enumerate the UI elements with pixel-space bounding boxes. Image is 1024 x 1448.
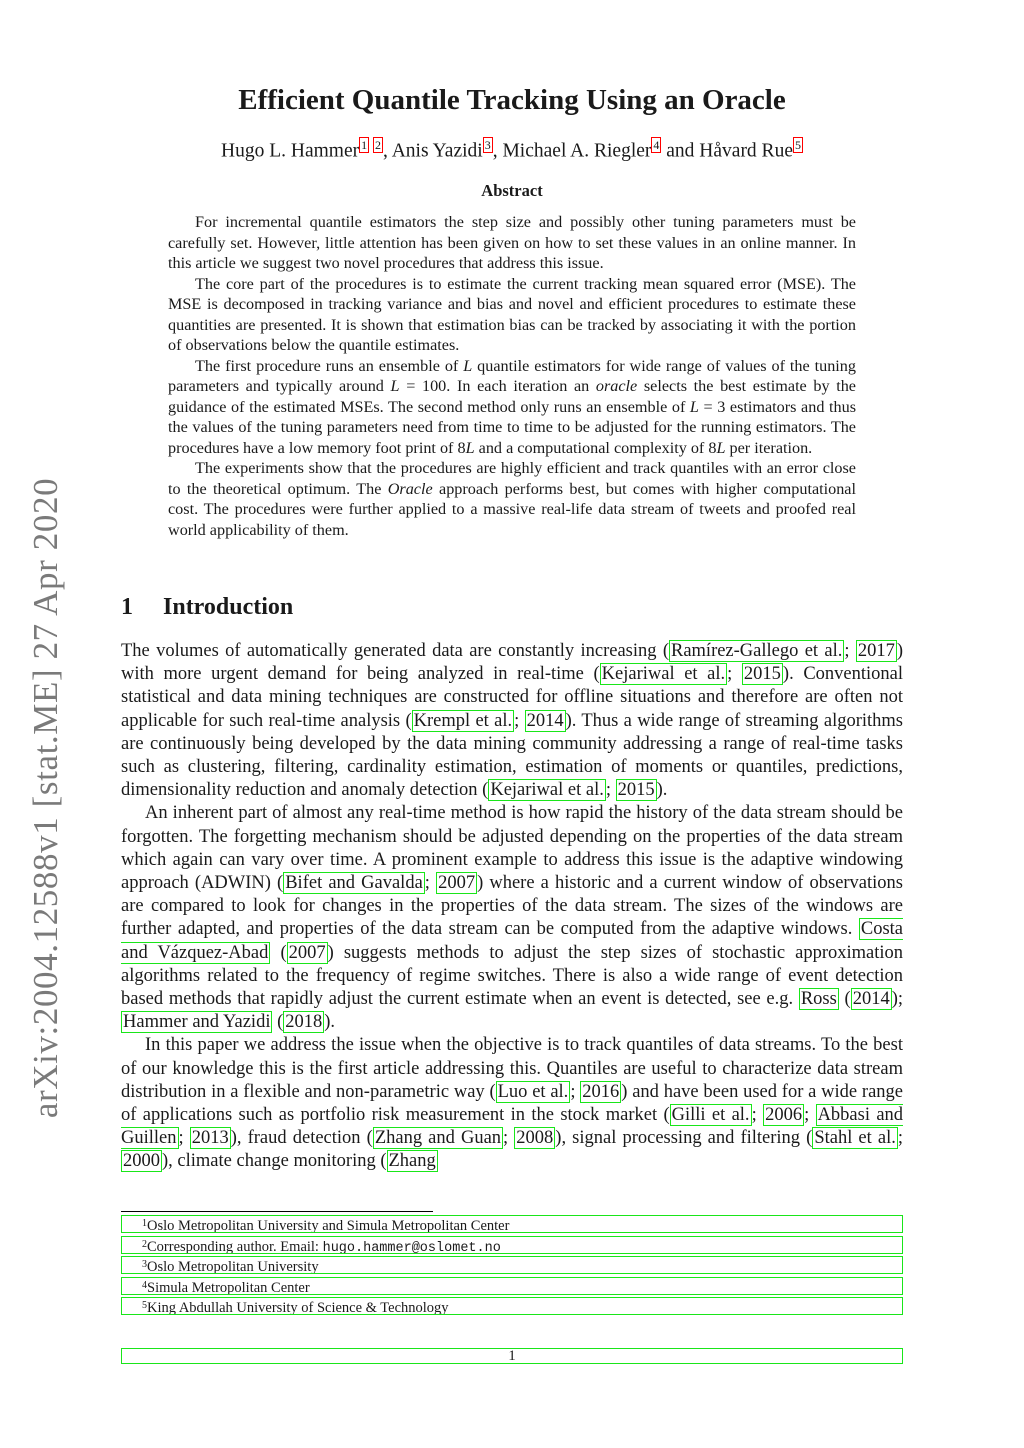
citation-year-link[interactable]: 2015 <box>617 780 655 801</box>
abstract-heading: Abstract <box>481 181 543 200</box>
footnote-ref-link[interactable]: 2 <box>375 138 381 152</box>
section-heading <box>121 594 293 621</box>
citation-year-link[interactable]: 2007 <box>288 942 326 963</box>
footnote-divider <box>121 1211 433 1212</box>
citation-link[interactable]: Kejariwal et al. <box>490 780 604 801</box>
citation-link[interactable]: Ramírez-Gallego et al. <box>670 641 843 661</box>
citation-year-link[interactable]: 2016 <box>582 1081 620 1102</box>
footnote-item[interactable]: $^5$King Abdullah University of Science & Technology <box>121 1297 903 1315</box>
footnote-ref-link[interactable]: 3 <box>484 138 491 152</box>
citation-link[interactable]: Hammer and Yazidi <box>123 1012 271 1033</box>
citation-year-link[interactable]: 2007 <box>438 873 476 894</box>
citation-link[interactable]: Abbasi and Guillen <box>121 1105 904 1149</box>
footnote-item[interactable]: $^2$Corresponding author. Email: hugo.hammer@oslomet.no <box>121 1236 903 1254</box>
citation-year-link[interactable]: 2014 <box>852 989 890 1010</box>
citation-link[interactable]: Stahl et al. <box>814 1128 896 1149</box>
body-paragraph: The volumes of automatically generated data are constantly increasing ( Ramírez-Gallego et al. ; 2017 ) with more urgent demand for being analyzed in real-time ( Kejariwal et al. ; 2015 ). Conventional statistical and data mining techniques are constructed for offline situations and therefore are often not applicable for such real-time analysis ( Krempl et al. ; 2014 ). Thus a wide range of streaming algorithms are continuously being developed by the data mining community addressing a range of real-time tasks such as clustering, filtering, cardinality estimation, estimation of moments or quantiles, predictions, dimensionality reduction and anomaly detection ( Kejariwal et al. ; 2015 ). <box>121 641 904 801</box>
citation-link[interactable]: Gilli et al. <box>671 1105 750 1126</box>
citation-year-link[interactable]: 2017 <box>857 641 895 661</box>
abstract-body <box>168 212 856 540</box>
citation-link[interactable]: Krempl et al. <box>413 710 513 731</box>
citation-year-link[interactable]: 2008 <box>516 1128 554 1149</box>
citation-link[interactable]: Ross <box>800 989 837 1010</box>
citation-link[interactable]: Bifet and Gavalda <box>285 873 423 894</box>
footnote-ref-link[interactable]: 5 <box>794 138 801 152</box>
footnote-ref-link[interactable]: 4 <box>653 138 660 152</box>
author-separator: , <box>383 140 392 162</box>
citation-year-link[interactable]: 2015 <box>743 664 781 685</box>
abstract-paragraph: The experiments show that the procedures are highly efficient and track quantiles with an error close to the theoretical optimum. The Oracle approach performs best, but comes with higher computational cost. The procedures were further applied to a massive real-life data stream of tweets and proofed real world applicability of them. <box>168 459 856 539</box>
body-paragraph: In this paper we address the issue when the objective is to track quantiles of data streams. To the best of our knowledge this is the first article addressing this. Quantiles are useful to characterize data stream distribution in a flexible and non-parametric way ( Luo et al. ; 2016 ) and have been used for a wide range of applications such as portfolio risk measurement in the stock market ( Gilli et al. ; 2006 ; Abbasi and Guillen ; 2013 ), fraud detection ( Zhang and Guan ; 2008 ), signal processing and filtering ( Stahl et al. ; 2000 ), climate change monitoring ( Zhang <box>121 1035 904 1172</box>
citation-link[interactable]: Costa and Vázquez-Abad <box>121 919 903 963</box>
author-name: Håvard Rue <box>699 140 793 162</box>
footnote-item[interactable]: $^3$Oslo Metropolitan University <box>121 1256 903 1274</box>
footnote-item[interactable]: $^1$Oslo Metropolitan University and Simula Metropolitan Center <box>121 1215 903 1233</box>
footnotes <box>121 1215 903 1318</box>
citation-year-link[interactable]: 2000 <box>123 1151 160 1172</box>
citation-year-link[interactable]: 2018 <box>285 1012 323 1033</box>
citation-year-link[interactable]: 2006 <box>765 1105 803 1126</box>
citation-link[interactable]: Zhang and Guan <box>374 1128 502 1149</box>
citation-link[interactable]: Zhang <box>388 1151 436 1172</box>
body-paragraph: An inherent part of almost any real-time method is how rapid the history of the data stream should be forgotten. The forgetting mechanism should be adjusted depending on the properties of the data stream which again can vary over time. A prominent example to address this issue is the adaptive windowing approach (ADWIN) ( Bifet and Gavalda ; 2007 ) where a historic and a current window of observations are compared to look for changes in the properties of the data stream. The sizes of the windows are further adapted, and properties of the data stream can be computed from the adaptive windows. Costa and Vázquez-Abad ( 2007 ) suggests methods to adjust the step sizes of stochastic approximation algorithms related to the frequency of regime switches. There is also a wide range of event detection based methods that rapidly adjust the current estimate when an event is detected, see e.g. Ross ( 2014 ); Hammer and Yazidi ( 2018 ). <box>121 803 904 1033</box>
section-title: Introduction <box>163 594 294 620</box>
footnote-ref-link[interactable]: 1 <box>361 138 368 152</box>
citation-year-link[interactable]: 2013 <box>191 1128 229 1149</box>
author-separator: and <box>661 140 700 162</box>
author-separator: , <box>492 140 503 162</box>
citation-link[interactable]: Luo et al. <box>497 1081 569 1102</box>
section-number: 1 <box>121 594 133 620</box>
author-list <box>0 138 1024 163</box>
citation-year-link[interactable]: 2014 <box>526 710 564 731</box>
email-address: hugo.hammer@oslomet.no <box>322 1240 501 1254</box>
arxiv-identifier-stamp: arXiv:2004.12588v1 [stat.ME] 27 Apr 2020 <box>26 477 65 1119</box>
page-number[interactable]: 1 <box>121 1348 903 1364</box>
author-name: Hugo L. Hammer <box>221 140 360 162</box>
author-name: Anis Yazidi <box>391 140 483 162</box>
citation-link[interactable]: Kejariwal et al. <box>601 664 726 685</box>
abstract-paragraph: For incremental quantile estimators the step size and possibly other tuning parameters must be carefully set. However, little attention has been given on how to set these values in an online manner. In this article we suggest two novel procedures that address this issue. <box>168 213 856 272</box>
introduction-body <box>121 640 903 1174</box>
abstract-paragraph: The first procedure runs an ensemble of L quantile estimators for wide range of values of the tuning parameters and typically around L = 100. In each iteration an oracle selects the best estimate by the guidance of the estimated MSEs. The second method only runs an ensemble of L = 3 estimators and thus the values of the tuning parameters need from time to time to be adjusted for the running estimators. The procedures have a low memory foot print of 8L and a computational complexity of 8L per iteration. <box>168 356 856 457</box>
abstract-paragraph: The core part of the procedures is to estimate the current tracking mean squared error (MSE). The MSE is decomposed in tracking variance and bias and novel and efficient procedures to estimate these quantities are presented. It is shown that estimation bias can be tracked by associating it with the portion of observations below the quantile estimates. <box>168 274 856 354</box>
footnote-item[interactable]: $^4$Simula Metropolitan Center <box>121 1277 903 1295</box>
paper-title: Efficient Quantile Tracking Using an Oracle <box>238 84 786 116</box>
author-name: Michael A. Riegler <box>502 140 652 162</box>
